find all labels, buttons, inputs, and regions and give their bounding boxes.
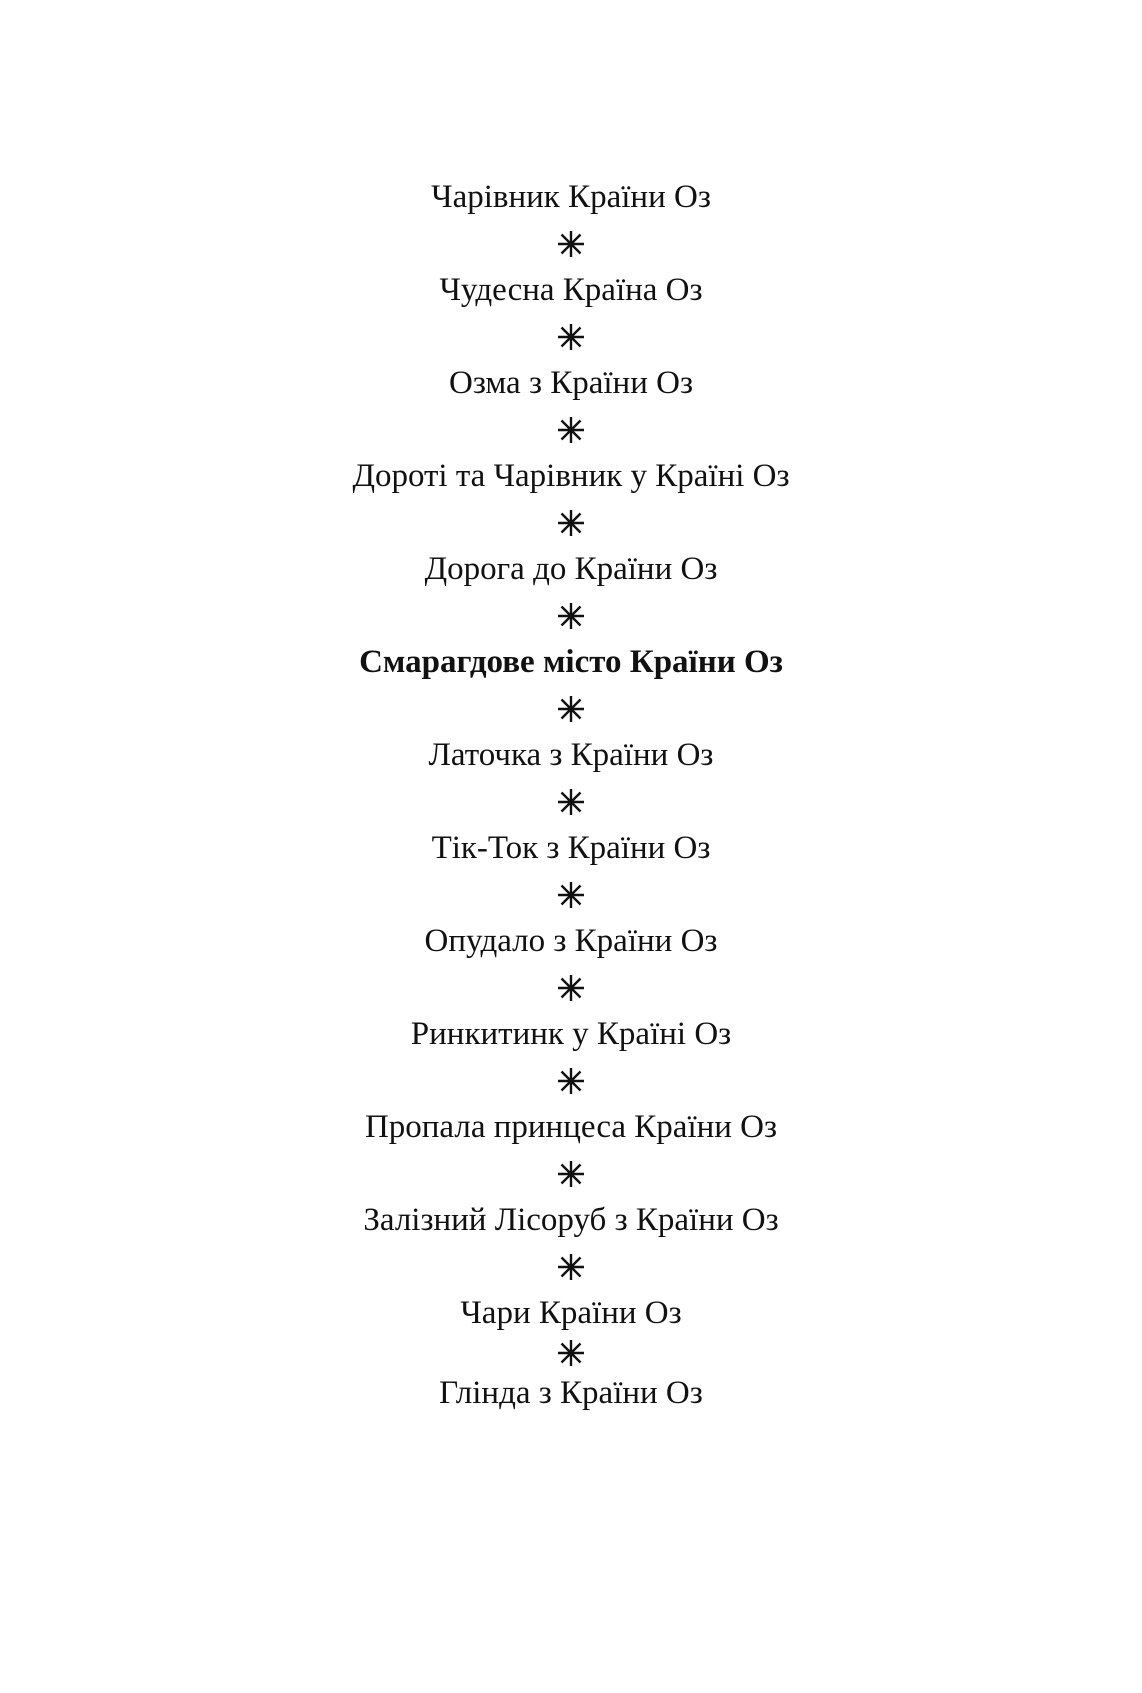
book-title: Тік-Ток з Країни Оз [431, 830, 711, 866]
star-separator-icon [556, 495, 586, 550]
star-separator-icon [556, 402, 586, 457]
star-separator-icon [556, 1332, 586, 1374]
book-series-list [0, 178, 1142, 1412]
star-separator-icon [556, 681, 586, 736]
book-title-current: Смарагдове місто Країни Оз [359, 644, 783, 680]
star-separator-icon [556, 588, 586, 643]
book-title: Глінда з Країни Оз [439, 1375, 703, 1411]
book-title: Опудало з Країни Оз [424, 923, 718, 959]
book-title: Залізний Лісоруб з Країни Оз [363, 1202, 779, 1238]
book-title: Озма з Країни Оз [448, 365, 693, 401]
book-title: Чари Країни Оз [460, 1295, 682, 1331]
book-title: Латочка з Країни Оз [428, 737, 714, 773]
star-separator-icon [556, 960, 586, 1015]
star-separator-icon [556, 216, 586, 271]
star-separator-icon [556, 309, 586, 364]
star-separator-icon [556, 1053, 586, 1108]
star-separator-icon [556, 1146, 586, 1201]
star-separator-icon [556, 1239, 586, 1294]
star-separator-icon [556, 774, 586, 829]
book-title: Ринкитинк у Країні Оз [410, 1016, 732, 1052]
book-title: Дороті та Чарівник у Країні Оз [352, 458, 790, 494]
book-title: Чудесна Країна Оз [439, 272, 703, 308]
star-separator-icon [556, 867, 586, 922]
book-title: Пропала принцеса Країни Оз [364, 1109, 778, 1145]
book-title: Чарівник Країни Оз [431, 179, 711, 215]
book-title: Дорога до Країни Оз [424, 551, 718, 587]
